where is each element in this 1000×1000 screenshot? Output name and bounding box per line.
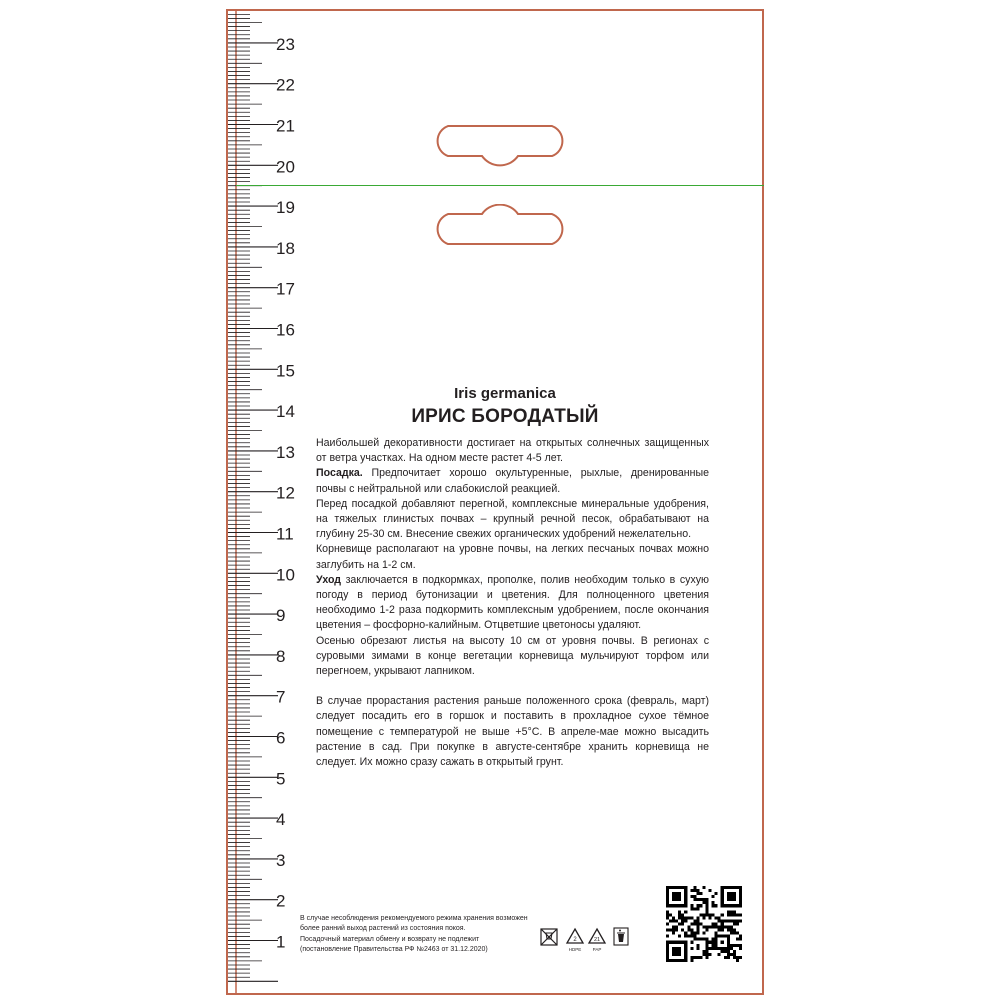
product-title: ИРИС БОРОДАТЫЙ [411,406,599,427]
care-text: заключается в подкормках, прополке, полив необходим только в сухую погоду в период бутонизации и цветения. Для полноценного цветения необходимо 1-2 раза подкормить комплексным удобрением, после окончания цветения – фосфорно-калийным. Отцветшие цветоносы удаляют. [316,573,709,632]
ruler-label: 11 [276,524,294,544]
trash-bin-icon [614,928,628,945]
hanger-slot-bottom [430,204,570,264]
pap-label: PAP [592,947,602,952]
ruler-label: 13 [276,442,295,462]
hdpe-label: HDPE [568,947,582,952]
rhizome-paragraph: Корневище располагают на уровне почвы, на легких песчаных почвах можно заглубить на 1-2 см. [316,543,709,571]
ruler-label: 15 [276,361,295,381]
ruler-label: 23 [276,34,295,54]
centimeter-ruler [226,9,306,995]
latin-name: Iris germanica [454,385,556,402]
ruler-label: 5 [276,769,286,789]
fertilizer-paragraph: Перед посадкой добавляют перегной, комплексные минеральные удобрения, на тяжелых глинистых почвах – крупный речной песок, обрабатывают на глубину 25-30 см. Внесение свежих органических удобрений нежелательно. [316,497,709,541]
ruler-label: 22 [276,75,295,95]
ruler-label: 3 [276,850,286,870]
care-paragraph [316,573,709,634]
ruler-label: 16 [276,320,295,340]
planting-paragraph [316,466,709,496]
autumn-paragraph: Осенью обрезают листья на высоту 10 см от уровня почвы. В регионах с суровыми зимами в конце вегетации корневища мульчируют торфом или перегноем, укрывают лапником. [316,634,709,678]
ruler-label: 10 [276,565,295,585]
ruler-label: 19 [276,198,295,218]
ruler-label: 8 [276,646,286,666]
ruler-label: 6 [276,728,286,748]
storage-note-line: более ранний выход растений из состояния покоя. [300,925,466,933]
hanger-slot-top [430,120,570,180]
no-glass-icon [541,929,557,945]
description-block [316,436,709,770]
care-label: Уход [316,573,342,586]
ruler-label: 21 [276,116,295,136]
ruler-label: 14 [276,402,295,422]
recycle-hdpe-icon [567,929,583,952]
pap-code: 21 [593,937,601,943]
qr-code [666,886,742,962]
ruler-label: 7 [276,687,286,707]
fold-line [236,185,764,186]
ruler-label: 2 [276,891,286,911]
ruler-label: 18 [276,238,295,258]
storage-note-line: Посадочный материал обмену и возврату не подлежит [300,935,480,943]
storage-note-line: В случае несоблюдения рекомендуемого режима хранения возможен [300,915,528,922]
ruler-label: 12 [276,483,295,503]
ruler-label: 17 [276,279,295,299]
storage-note-line: (постановление Правительства РФ №2463 от 31.12.2020) [300,946,488,954]
ruler-label: 20 [276,157,295,177]
hdpe-code: 2 [573,937,577,943]
ruler-label: 1 [276,932,286,952]
early-growth-paragraph: В случае прорастания растения раньше положенного срока (февраль, март) следует посадить его в горшок и поставить в прохладное сухое тёмное помещение с температурой не выше +5°С. В апреле-мае можно высадить растение в сад. При покупке в августе-сентябре хранить корневища не следует. Их можно сразу сажать в открытый грунт. [316,695,709,769]
planting-text: Предпочитает хорошо окультуренные, рыхлые, дренированные почвы с нейтральной или слабокислой реакцией. [316,467,709,495]
ruler-label: 4 [276,810,286,830]
storage-note [300,914,540,956]
planting-label: Посадка. [316,467,363,480]
recycle-pap-icon [589,929,605,952]
eco-icons [536,926,636,956]
intro-paragraph: Наибольшей декоративности достигает на открытых солнечных защищенных от ветра участках. На одном месте растет 4-5 лет. [316,437,709,465]
ruler-label: 9 [276,606,286,626]
